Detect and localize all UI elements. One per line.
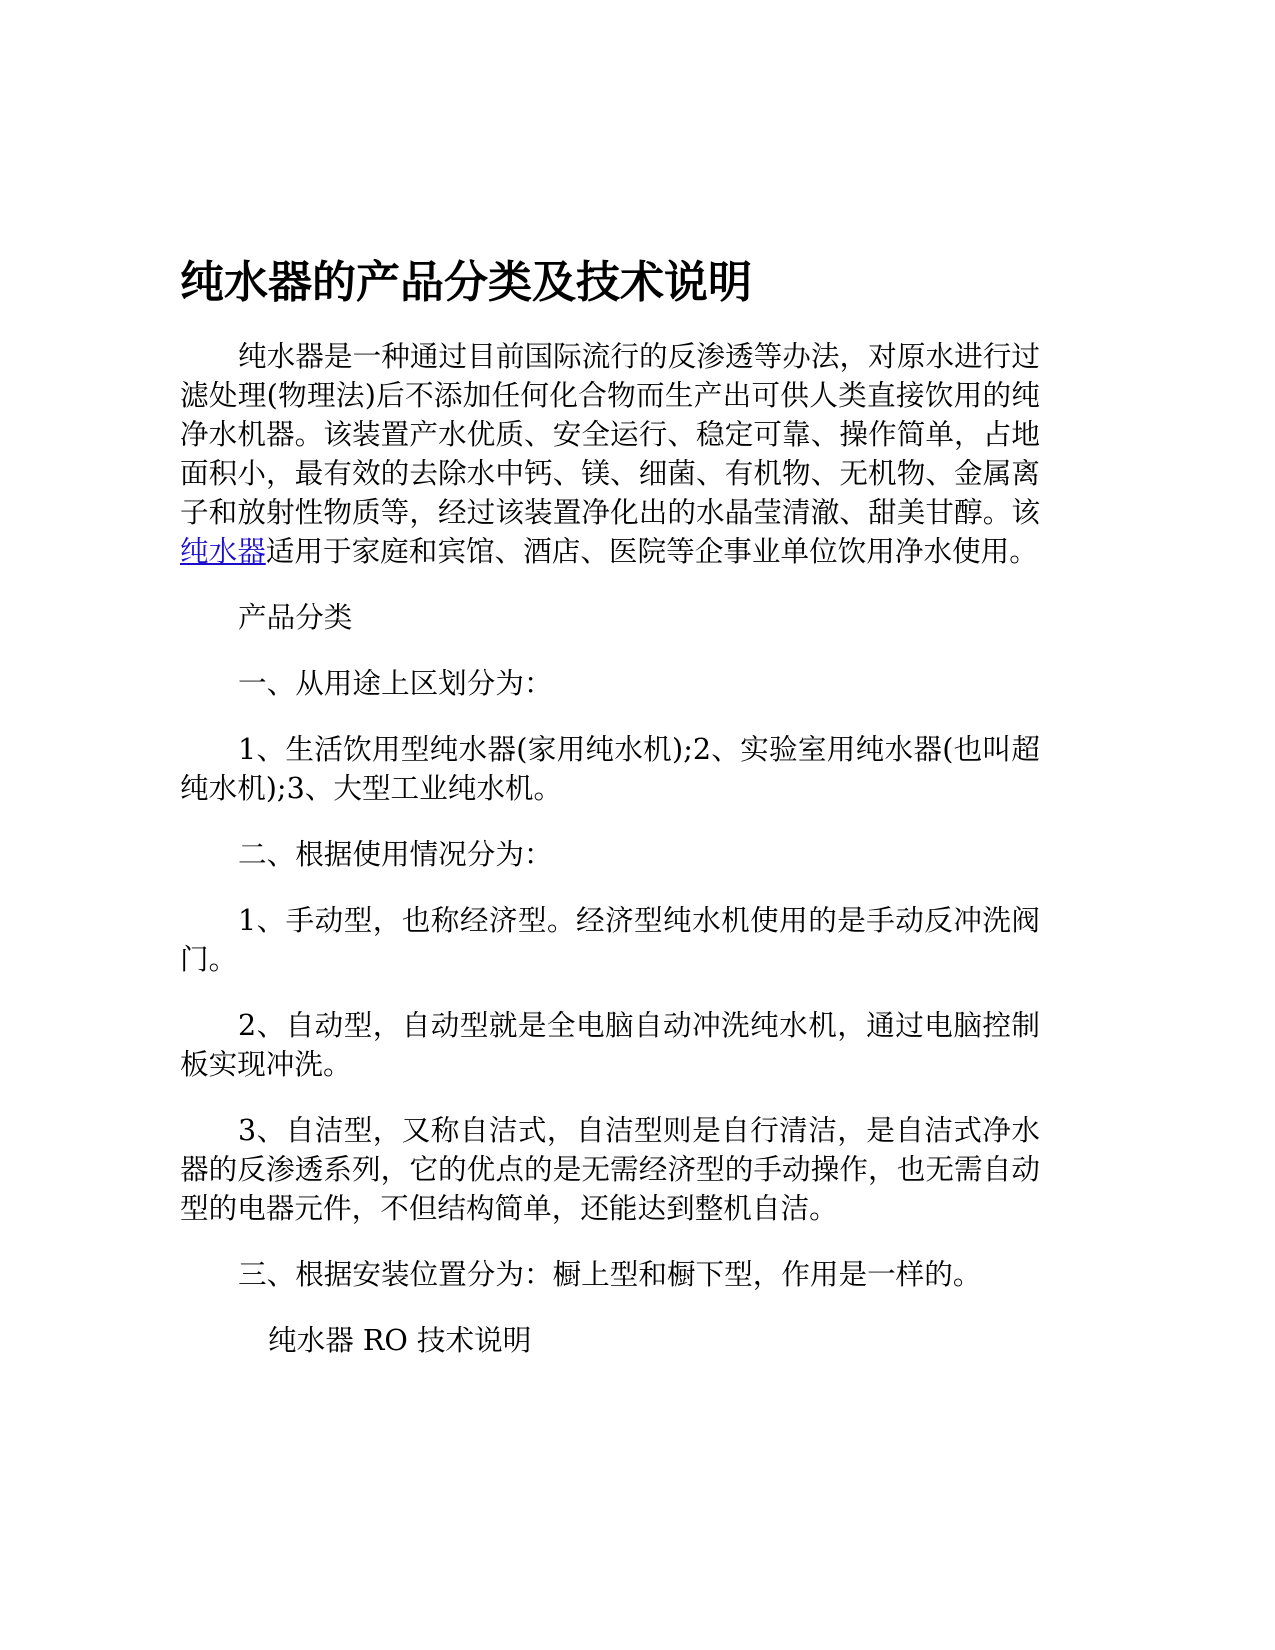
- document-page: [180, 255, 1040, 1360]
- category-2-heading: 二、根据使用情况分为：: [238, 837, 553, 871]
- document-title: 纯水器的产品分类及技术说明: [180, 257, 752, 308]
- ro-technical-heading: 纯水器 RO 技术说明: [268, 1323, 532, 1357]
- category-2-item-manual: 1、手动型，也称经济型。经济型纯水机使用的是手动反冲洗阀门。: [180, 903, 1040, 976]
- intro-paragraph: [180, 337, 1040, 571]
- category-2-item-automatic: 2、自动型，自动型就是全电脑自动冲洗纯水机，通过电脑控制板实现冲洗。: [180, 1008, 1040, 1081]
- pure-water-device-link[interactable]: 纯水器: [180, 534, 266, 568]
- section-heading-product-classification: 产品分类: [238, 600, 353, 634]
- category-3: 三、根据安装位置分为：橱上型和橱下型，作用是一样的。: [238, 1257, 982, 1291]
- category-2-item-self-cleaning: 3、自洁型，又称自洁式，自洁型则是自行清洁，是自洁式净水器的反渗透系列，它的优点的是无需经济型的手动操作，也无需自动型的电器元件，不但结构简单，还能达到整机自洁。: [180, 1113, 1040, 1225]
- category-1-items: 1、生活饮用型纯水器(家用纯水机);2、实验室用纯水器(也叫超纯水机);3、大型工业纯水机。: [180, 732, 1040, 805]
- category-1-heading: 一、从用途上区划分为：: [238, 666, 553, 700]
- intro-text-before-link: 纯水器是一种通过目前国际流行的反渗透等办法，对原水进行过滤处理(物理法)后不添加任何化合物而生产出可供人类直接饮用的纯净水机器。该装置产水优质、安全运行、稳定可靠、操作简单，占地面积小，最有效的去除水中钙、镁、细菌、有机物、无机物、金属离子和放射性物质等，经过该装置净化出的水晶莹清澈、甜美甘醇。该: [180, 339, 1040, 529]
- intro-text-after-link: 适用于家庭和宾馆、酒店、医院等企事业单位饮用净水使用。: [265, 534, 1038, 568]
